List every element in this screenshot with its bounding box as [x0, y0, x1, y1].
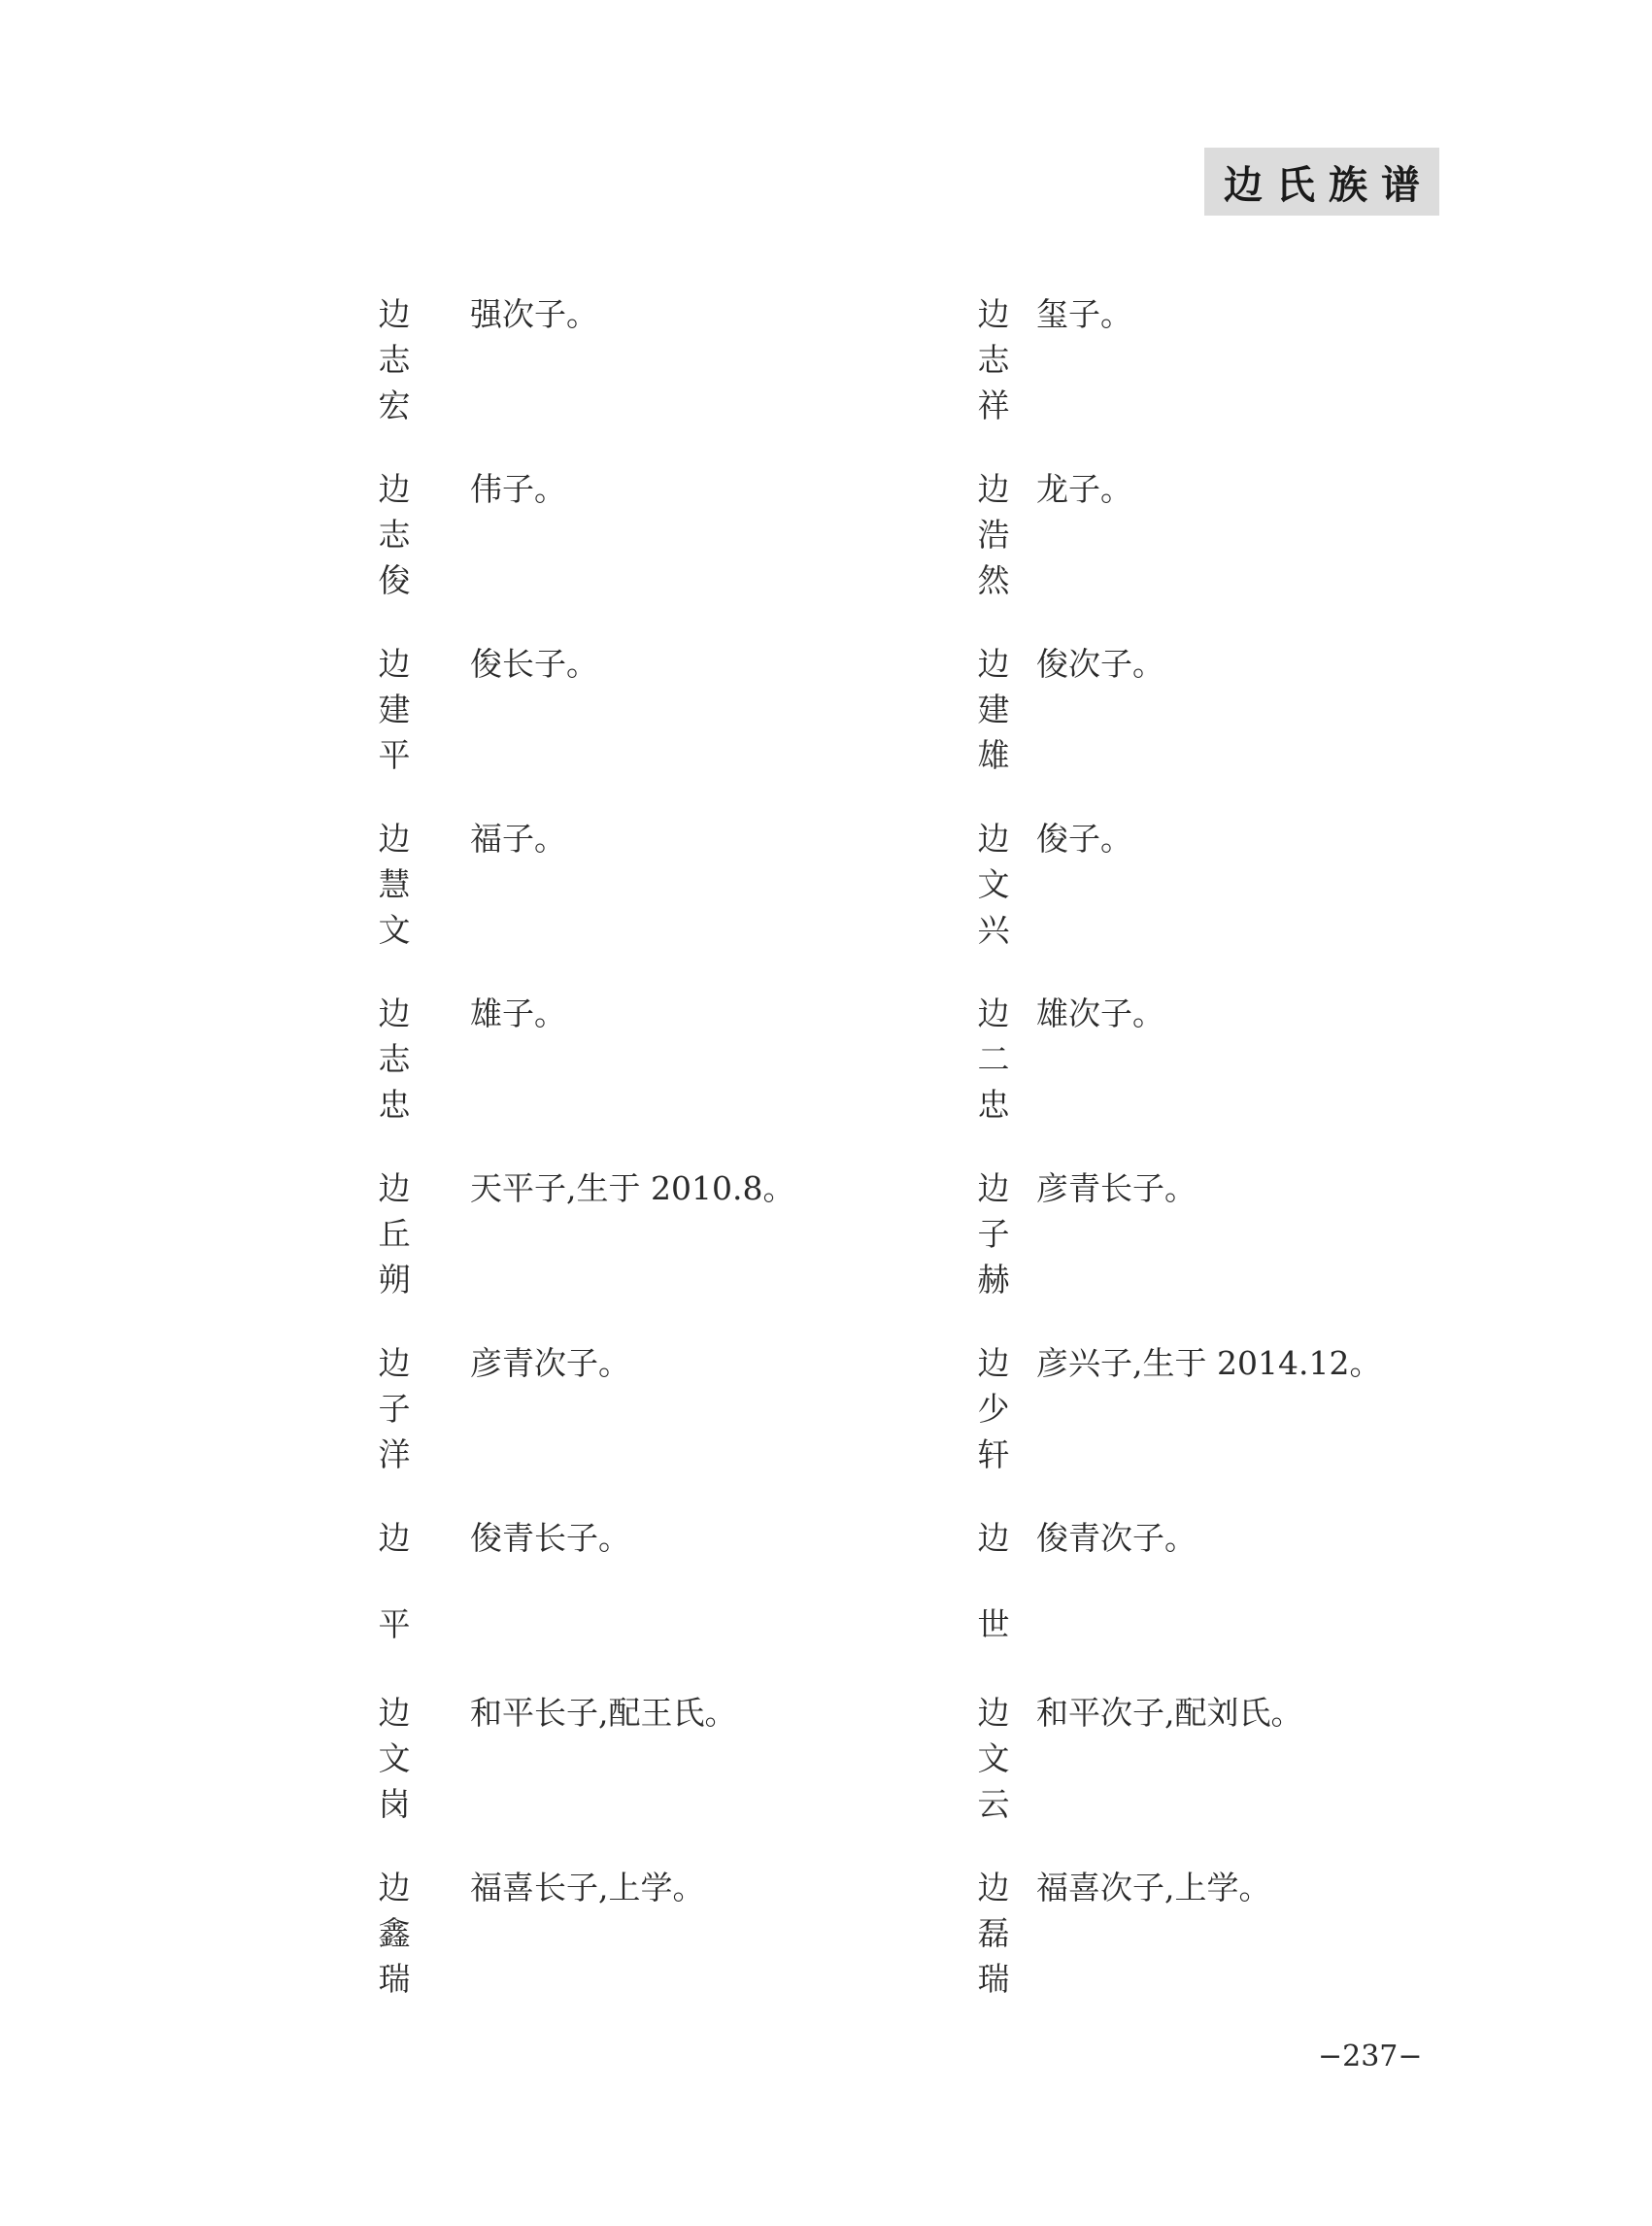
- name-character: 然: [977, 561, 1010, 599]
- genealogy-entry: [375, 1865, 919, 2010]
- person-description: 彦青长子。: [1036, 1169, 1197, 1207]
- name-character: 祥: [977, 387, 1010, 424]
- name-character: 文: [378, 1739, 411, 1777]
- person-description: 伟子。: [470, 470, 566, 508]
- name-character: 志: [378, 1040, 411, 1078]
- person-description: 福喜长子,上学。: [470, 1869, 705, 1906]
- name-character: 瑞: [977, 1960, 1010, 1998]
- person-description: 彦青次子。: [470, 1344, 630, 1382]
- name-character: 边: [378, 1519, 411, 1557]
- name-character: 平: [378, 736, 411, 774]
- person-name: [375, 291, 414, 428]
- person-name: [375, 1340, 414, 1477]
- name-character: 少: [977, 1390, 1010, 1428]
- person-description: 和平长子,配王氏。: [470, 1694, 737, 1732]
- name-character: 建: [977, 691, 1010, 728]
- person-description: 雄子。: [470, 995, 566, 1032]
- name-character: 鑫: [378, 1914, 411, 1952]
- name-character: 边: [977, 1169, 1010, 1207]
- name-character: 边: [378, 470, 411, 508]
- name-character: 志: [378, 341, 411, 379]
- name-character: 边: [977, 645, 1010, 683]
- name-character: 边: [378, 1169, 411, 1207]
- name-character: 浩: [977, 516, 1010, 554]
- name-character: 朔: [378, 1261, 411, 1298]
- genealogy-entry: [974, 816, 1518, 961]
- genealogy-entry: [974, 991, 1518, 1136]
- genealogy-entry: [974, 1165, 1518, 1311]
- genealogy-entry: [974, 1865, 1518, 2010]
- person-description: 俊子。: [1036, 820, 1132, 858]
- genealogy-entry: [375, 1165, 919, 1311]
- name-character: 边: [378, 820, 411, 858]
- person-name: [974, 291, 1013, 428]
- person-name: [375, 991, 414, 1128]
- person-description: 强次子。: [470, 295, 598, 333]
- person-name: [974, 1165, 1013, 1302]
- genealogy-entry: [375, 466, 919, 612]
- name-character: 瑞: [378, 1960, 411, 1998]
- person-description: 龙子。: [1036, 470, 1132, 508]
- name-character: 雄: [977, 736, 1010, 774]
- person-description: 俊青长子。: [470, 1519, 630, 1557]
- name-character: 边: [977, 820, 1010, 858]
- name-character: 边: [977, 1344, 1010, 1382]
- name-character: 子: [378, 1390, 411, 1428]
- person-description: 福喜次子,上学。: [1036, 1869, 1271, 1906]
- name-character: 二: [977, 1040, 1010, 1078]
- person-name: [375, 1165, 414, 1302]
- name-character: 文: [977, 865, 1010, 903]
- person-description: 俊次子。: [1036, 645, 1164, 683]
- person-name: [974, 466, 1013, 603]
- genealogy-entry: [375, 641, 919, 787]
- person-name: [375, 816, 414, 953]
- person-description: 福子。: [470, 820, 566, 858]
- person-description: 天平子,生于 2010.8。: [470, 1169, 795, 1207]
- name-character: 子: [977, 1215, 1010, 1253]
- name-character: 边: [977, 295, 1010, 333]
- person-name: [375, 1865, 414, 2002]
- name-character: 志: [378, 516, 411, 554]
- name-character: 文: [378, 911, 411, 949]
- person-name: [974, 991, 1013, 1128]
- name-character: 忠: [977, 1086, 1010, 1124]
- person-name: [375, 641, 414, 778]
- genealogy-entry: [375, 291, 919, 437]
- genealogy-entry: [375, 1515, 919, 1661]
- name-character: 世: [977, 1605, 1010, 1643]
- genealogy-entry: [974, 1515, 1518, 1661]
- name-character: 边: [977, 995, 1010, 1032]
- name-character: 丘: [378, 1215, 411, 1253]
- name-character: 边: [977, 1694, 1010, 1732]
- person-name: [974, 1515, 1013, 1647]
- name-character: 慧: [378, 865, 411, 903]
- name-character: 宏: [378, 387, 411, 424]
- name-character: 建: [378, 691, 411, 728]
- person-name: [974, 1690, 1013, 1827]
- name-character: 边: [977, 1869, 1010, 1906]
- person-name: [974, 816, 1013, 953]
- name-character: 文: [977, 1739, 1010, 1777]
- person-name: [974, 1340, 1013, 1477]
- genealogy-entry: [375, 991, 919, 1136]
- person-description: 俊青次子。: [1036, 1519, 1197, 1557]
- genealogy-entry: [974, 641, 1518, 787]
- header-title: 边氏族谱: [1224, 161, 1433, 208]
- person-name: [375, 466, 414, 603]
- person-name: [375, 1690, 414, 1827]
- person-description: 玺子。: [1036, 295, 1132, 333]
- name-character: 边: [378, 295, 411, 333]
- genealogy-entry: [974, 466, 1518, 612]
- name-character: 边: [378, 1694, 411, 1732]
- person-description: 和平次子,配刘氏。: [1036, 1694, 1303, 1732]
- person-description: 彦兴子,生于 2014.12。: [1036, 1344, 1382, 1382]
- person-description: 俊长子。: [470, 645, 598, 683]
- genealogy-entry: [974, 1690, 1518, 1836]
- name-character: 岗: [378, 1785, 411, 1823]
- name-character: 平: [378, 1605, 411, 1643]
- person-description: 雄次子。: [1036, 995, 1164, 1032]
- name-character: 边: [378, 1869, 411, 1906]
- name-character: 边: [977, 470, 1010, 508]
- name-character: 兴: [977, 911, 1010, 949]
- genealogy-entry: [375, 1690, 919, 1836]
- name-character: 云: [977, 1785, 1010, 1823]
- name-character: 边: [378, 995, 411, 1032]
- name-character: 磊: [977, 1914, 1010, 1952]
- name-character: 俊: [378, 561, 411, 599]
- name-character: 边: [378, 645, 411, 683]
- name-character: 轩: [977, 1435, 1010, 1473]
- name-character: 边: [378, 1344, 411, 1382]
- person-name: [974, 641, 1013, 778]
- name-character: 忠: [378, 1086, 411, 1124]
- person-name: [375, 1515, 414, 1647]
- name-character: 赫: [977, 1261, 1010, 1298]
- name-character: 边: [977, 1519, 1010, 1557]
- person-name: [974, 1865, 1013, 2002]
- genealogy-entry: [974, 1340, 1518, 1486]
- genealogy-entry: [375, 1340, 919, 1486]
- genealogy-entry: [375, 816, 919, 961]
- page-number: −237−: [1318, 2040, 1423, 2074]
- name-character: 志: [977, 341, 1010, 379]
- name-character: 洋: [378, 1435, 411, 1473]
- genealogy-entry: [974, 291, 1518, 437]
